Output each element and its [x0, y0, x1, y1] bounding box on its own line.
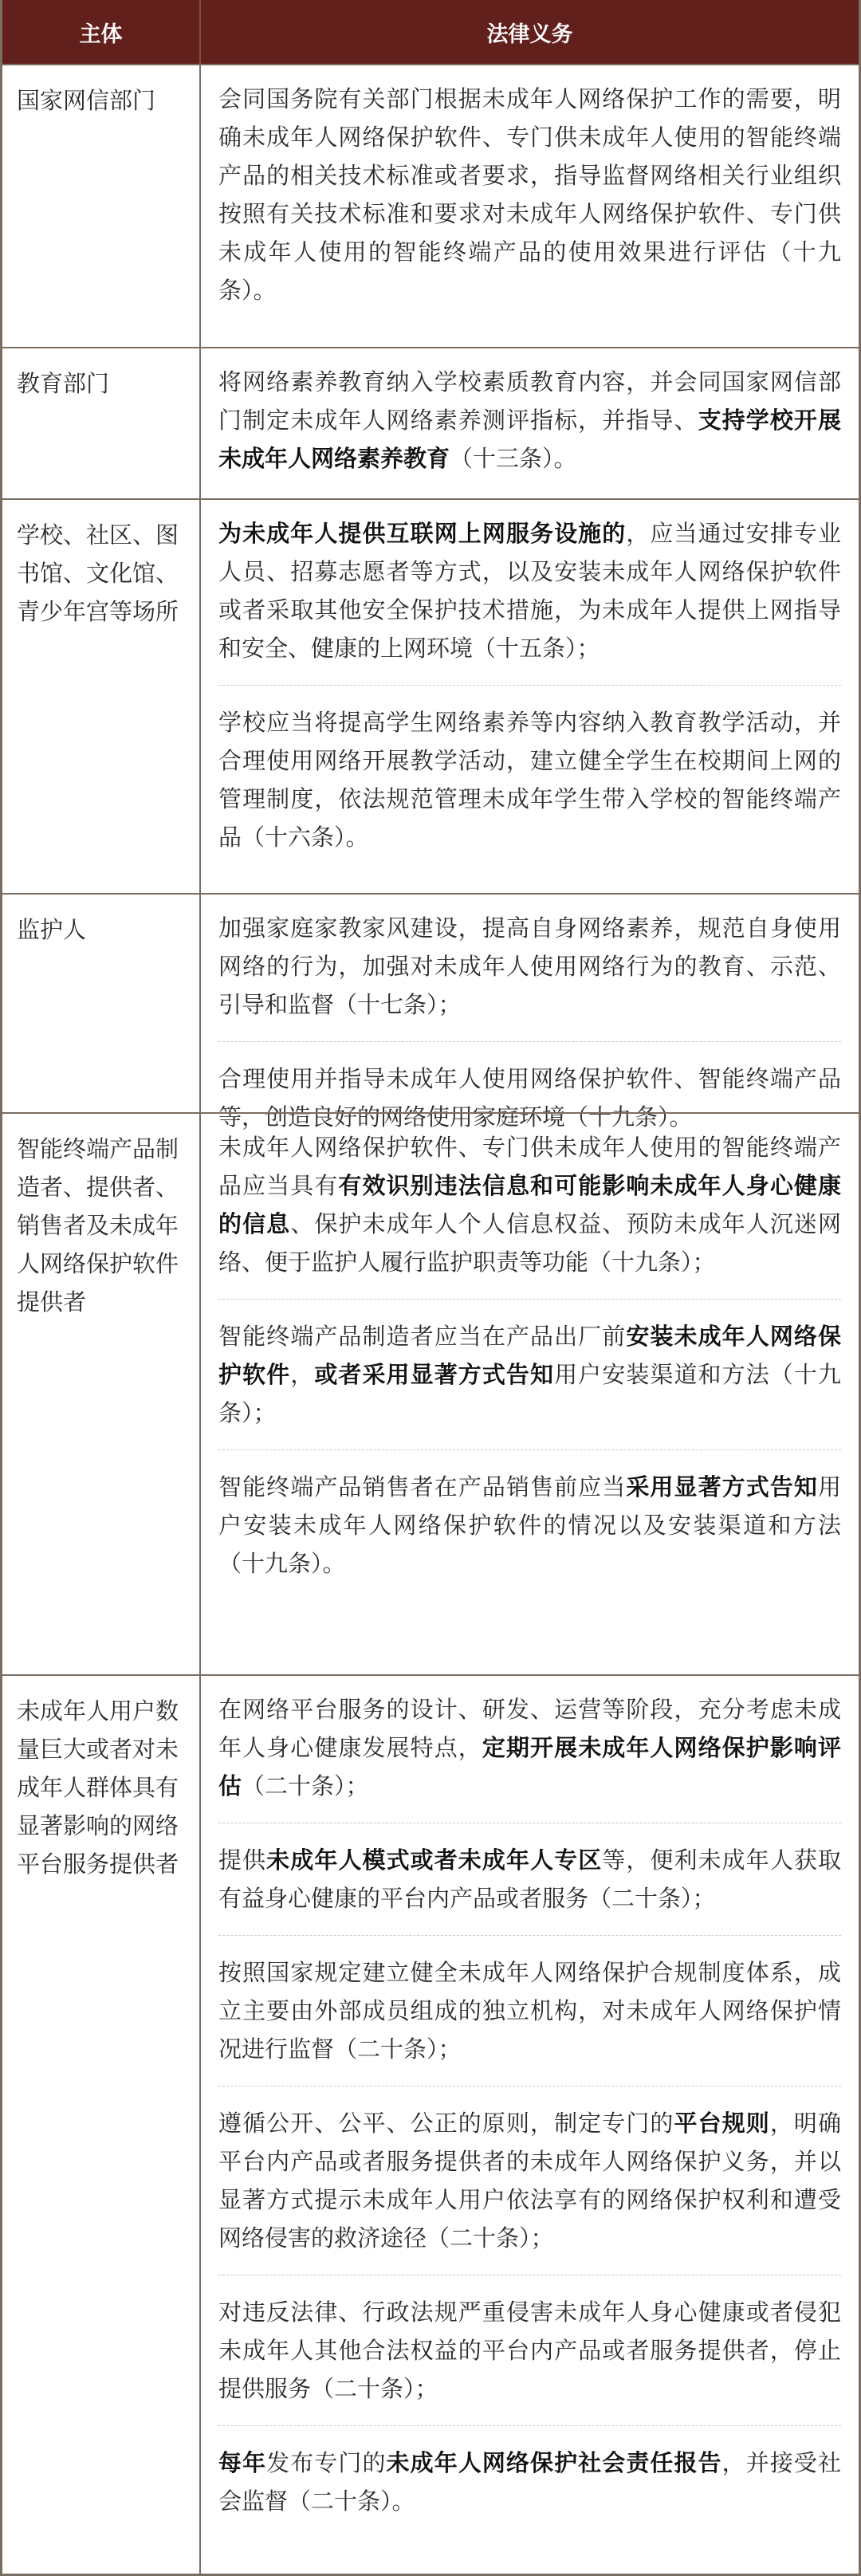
row-subject: 国家网信部门 [2, 65, 201, 347]
duty-paragraph [218, 2086, 841, 2257]
duty-text: （二十条）； [242, 1772, 369, 1799]
duty-paragraph [218, 685, 841, 856]
duty-text: 在网络平台服务的设计、研发、运营等阶段，充分考虑未成年人身心健康发展特点， [218, 1696, 841, 1761]
duty-text-bold: 未成年人模式或者未成年人专区 [266, 1846, 603, 1874]
header-subject: 主体 [2, 0, 201, 64]
duty-text-bold: 安装未成年人网络保护软件 [218, 1323, 841, 1388]
duty-text: 合理使用并指导未成年人使用网络保护软件、智能终端产品等，创造良好的网络使用家庭环境（十九条）。 [218, 1065, 841, 1131]
table-row [2, 1112, 859, 1674]
duty-text-bold: 未成年人网络保护社会责任报告 [386, 2449, 722, 2476]
duty-text-bold: 采用显著方式告知 [626, 1473, 818, 1500]
duty-paragraph [218, 1690, 841, 1805]
duty-text: 等，便利未成年人获取有益身心健康的平台内产品或者服务（二十条）； [218, 1846, 841, 1912]
duty-paragraph [218, 1128, 841, 1281]
duty-paragraph [218, 2275, 841, 2408]
row-subject: 未成年人用户数量巨大或者对未成年人群体具有显著影响的网络平台服务提供者 [2, 1676, 201, 2574]
duty-text-bold: 为未成年人提供互联网上网服务设施的 [218, 520, 627, 547]
duty-paragraph [218, 1449, 841, 1583]
duty-text: 提供 [218, 1846, 267, 1874]
duty-text-bold: 定期开展未成年人网络保护影响评估 [218, 1734, 841, 1799]
duty-text: ，明确平台内产品或者服务提供者的未成年人网络保护义务，并以显著方式提示未成年人用户依法享有的网络保护权利和遭受网络侵害的救济途径（二十条）； [218, 2110, 841, 2252]
duty-text-bold: 平台规则 [674, 2110, 770, 2137]
duty-paragraph [218, 514, 841, 667]
duty-text-bold: 或者采用显著方式告知 [314, 1361, 555, 1388]
row-duty [201, 895, 859, 1131]
duty-paragraph [218, 1935, 841, 2068]
duty-paragraph [218, 1299, 841, 1432]
header-duty: 法律义务 [486, 22, 573, 47]
row-subject: 监护人 [2, 895, 201, 1112]
duty-text-bold: 支持学校开展未成年人网络素养教育 [218, 407, 841, 472]
duty-text: 发布专门的 [266, 2449, 387, 2476]
row-subject: 教育部门 [2, 348, 201, 498]
duty-text: 未成年人网络保护软件、专门供未成年人使用的智能终端产品应当具有 [218, 1134, 841, 1199]
duty-text: 将网络素养教育纳入学校素质教育内容，并会同国家网信部门制定未成年人网络素养测评指标，并指导、 [218, 368, 841, 434]
duty-text: 智能终端产品销售者在产品销售前应当 [218, 1473, 627, 1500]
table-row [2, 498, 859, 893]
table-row [2, 893, 859, 1131]
duty-text: 学校应当将提高学生网络素养等内容纳入教育教学活动，并合理使用网络开展教学活动，建立健全学生在校期间上网的管理制度，依法规范管理未成年学生带入学校的智能终端产品（十六条）。 [218, 709, 841, 851]
duty-paragraph [218, 363, 841, 478]
row-subject: 学校、社区、图书馆、文化馆、青少年宫等场所 [2, 500, 201, 893]
duty-text: ， [290, 1361, 315, 1388]
table-header [2, 0, 859, 64]
row-duty [201, 65, 859, 347]
row-duty [201, 500, 859, 893]
row-duty [201, 1114, 859, 1674]
duty-text: 用户安装未成年人网络保护软件的情况以及安装渠道和方法（十九条）。 [218, 1473, 841, 1577]
duty-text: （十三条）。 [450, 445, 577, 472]
duty-text: 会同国务院有关部门根据未成年人网络保护工作的需要，明确未成年人网络保护软件、专门供未成年人使用的智能终端产品的相关技术标准或者要求，指导监督网络相关行业组织按照有关技术标准和要求对未成年人网络保护软件、专门供未成年人使用的智能终端产品的使用效果进行评估（十九条）。 [218, 85, 841, 304]
table-row [2, 64, 859, 347]
duty-text: 用户安装渠道和方法（十九条）； [218, 1361, 841, 1426]
duty-text: ，并接受社会监督（二十条）。 [218, 2449, 841, 2515]
duty-paragraph [218, 2425, 841, 2520]
duty-text: 、保护未成年人个人信息权益、预防未成年人沉迷网络、便于监护人履行监护职责等功能（十九条）； [218, 1210, 841, 1276]
row-duty [201, 1676, 859, 2574]
duty-text-bold: 每年 [218, 2449, 267, 2476]
duty-text: 对违反法律、行政法规严重侵害未成年人身心健康或者侵犯未成年人其他合法权益的平台内产品或者服务提供者，停止提供服务（二十条）； [218, 2299, 841, 2402]
duty-text: 遵循公开、公平、公正的原则，制定专门的 [218, 2110, 674, 2137]
row-duty [201, 348, 859, 498]
table-row [2, 1674, 859, 2574]
duty-text: 按照国家规定建立健全未成年人网络保护合规制度体系，成立主要由外部成员组成的独立机构，对未成年人网络保护情况进行监督（二十条）； [218, 1959, 841, 2063]
duty-text: 智能终端产品制造者应当在产品出厂前 [218, 1323, 627, 1350]
duty-text: 加强家庭家教家风建设，提高自身网络素养，规范自身使用网络的行为，加强对未成年人使用网络行为的教育、示范、引导和监督（十七条）； [218, 914, 841, 1018]
duty-paragraph [218, 1823, 841, 1917]
row-subject: 智能终端产品制造者、提供者、销售者及未成年人网络保护软件提供者 [2, 1114, 201, 1674]
duty-text: ，应当通过安排专业人员、招募志愿者等方式，以及安装未成年人网络保护软件或者采取其他安全保护技术措施，为未成年人提供上网指导和安全、健康的上网环境（十五条）； [218, 520, 841, 662]
table-row [2, 347, 859, 498]
duty-paragraph [218, 80, 841, 309]
duty-text-bold: 有效识别违法信息和可能影响未成年人身心健康的信息 [218, 1172, 841, 1237]
duty-paragraph [218, 909, 841, 1024]
